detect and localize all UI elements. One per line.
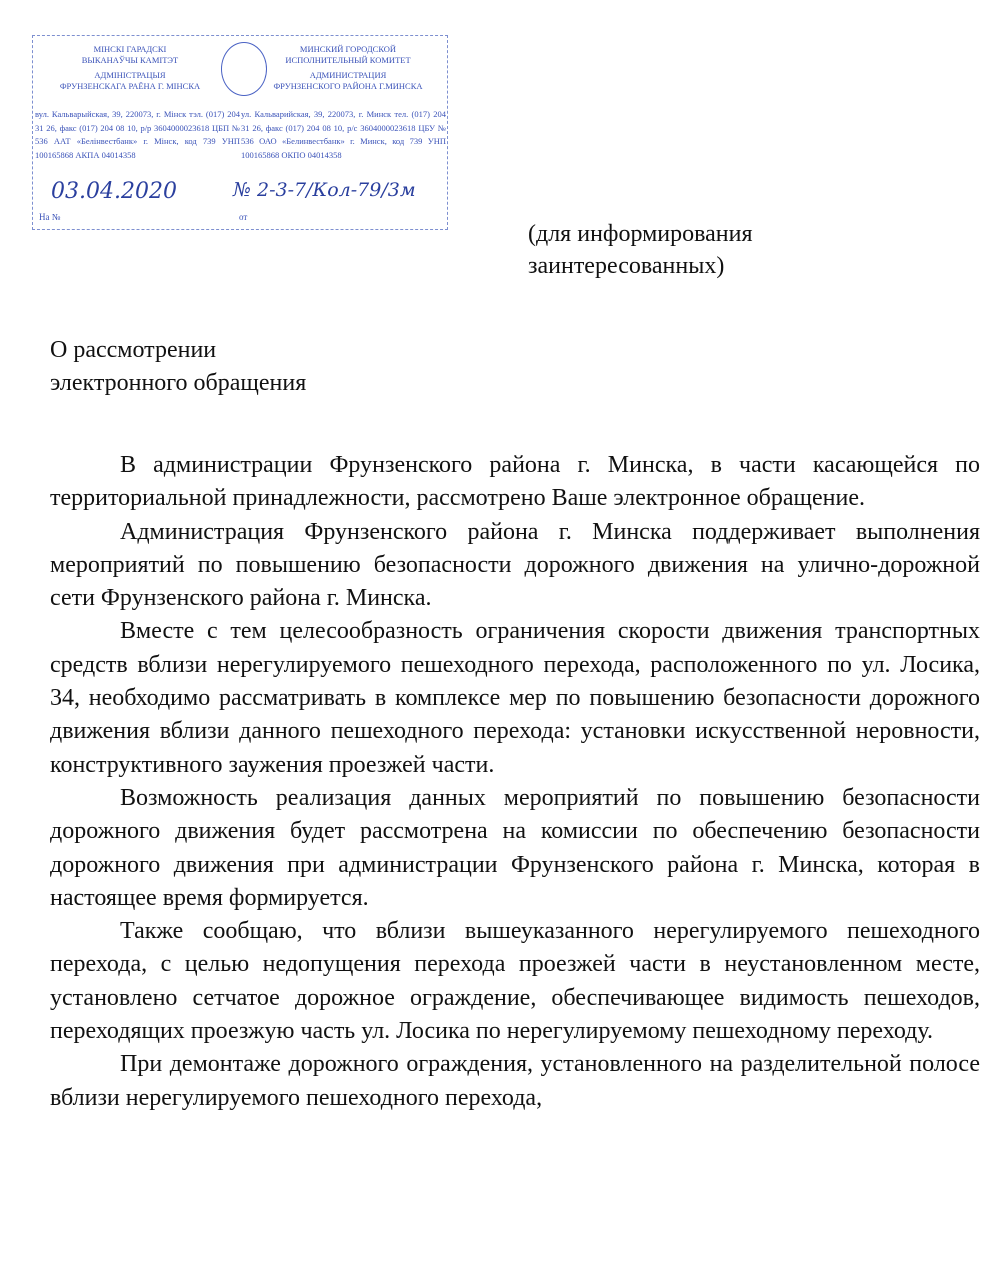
subject — [50, 334, 306, 400]
subject-line: электронного обращения — [50, 370, 307, 396]
paragraph: В администрации Фрунзенского района г. Минска, в части касающейся по территориальной принадлежности, рассмотрено Ваше электронное обращение. — [50, 452, 980, 512]
stamp-text: МИНСКИЙ ГОРОДСКОЙ — [299, 44, 397, 54]
stamp-text: АДМИНИСТРАЦИЯ — [309, 70, 387, 80]
stamp-text: ФРУНЗЕНСКАГА РАЁНА Г. МІНСКА — [59, 81, 201, 91]
stamp-text: АДМІНІСТРАЦЫЯ — [94, 70, 166, 80]
stamp-left-header — [35, 44, 225, 92]
subject-line: О рассмотрении — [50, 337, 217, 363]
handwritten-number: № 2-3-7/Кол-79/3м — [233, 179, 416, 201]
stamp-right-header — [253, 44, 443, 92]
paragraph: При демонтаже дорожного ограждения, установленного на разделительной полосе вблизи нерегулируемого пешеходного перехода, — [50, 1051, 980, 1111]
addressee-line: заинтересованных) — [528, 253, 725, 279]
from-label: от — [239, 212, 248, 222]
paragraph: Администрация Фрунзенского района г. Минска поддерживает выполнения мероприятий по повышению безопасности дорожного движения на улично-дорожной сети Фрунзенского района г. Минска. — [50, 518, 980, 612]
paragraph: Вместе с тем целесообразность ограничения скорости движения транспортных средств вблизи нерегулируемого пешеходного перехода, расположенного по ул. Лосика, 34, необходимо рассматривать в комплексе мер по повышению безопасности дорожного движения вблизи данного пешеходного перехода: установки искусственной неровности, конструктивного заужения проезжей части. — [50, 618, 980, 778]
addressee-line: (для информирования — [528, 221, 753, 247]
paragraph: Возможность реализация данных мероприятий по повышению безопасности дорожного движения будет рассмотрена на комиссии по обеспечению безопасности дорожного движения при администрации Фрунзенского района г. Минска, которая в настоящее время формируется. — [50, 784, 980, 911]
stamp-right-address: ул. Кальварийская, 39, 220073, г. Минск тел. (017) 204 31 26, факс (017) 204 08 10, р/с 3604000023618 ЦБУ № 536 ОАО «Белинвестбанк» г. Минск, код 739 УНП 100165868 ОКПО 04014358 — [241, 109, 446, 160]
stamp-text: ИСПОЛНИТЕЛЬНЫЙ КОМИТЕТ — [285, 55, 411, 65]
letter-body — [50, 449, 980, 1115]
stamp-text: ВЫКАНАЎЧЫ КАМІТЭТ — [81, 55, 179, 65]
ref-label: На № — [39, 212, 61, 222]
paragraph: Также сообщаю, что вблизи вышеуказанного нерегулируемого пешеходного перехода, с целью недопущения перехода проезжей части в неустановленном месте, установлено сетчатое дорожное ограждение, обеспечивающее видимость пешеходов, переходящих проезжую часть ул. Лосика по нерегулируемому пешеходному переходу. — [50, 918, 980, 1045]
handwritten-date: 03.04.2020 — [51, 179, 177, 204]
official-stamp — [32, 35, 448, 230]
stamp-text: ФРУНЗЕНСКОГО РАЙОНА Г.МИНСКА — [273, 81, 423, 91]
stamp-text: МІНСКІ ГАРАДСКІ — [93, 44, 167, 54]
addressee — [528, 218, 753, 282]
stamp-left-address: вул. Кальварыйская, 39, 220073, г. Мінск тэл. (017) 204 31 26, факс (017) 204 08 10, р/р 3604000023618 ЦБП № 536 ААТ «Белінвестбанк» г. Мінск, код 739 УНП 100165868 АКПА 04014358 — [35, 109, 240, 160]
